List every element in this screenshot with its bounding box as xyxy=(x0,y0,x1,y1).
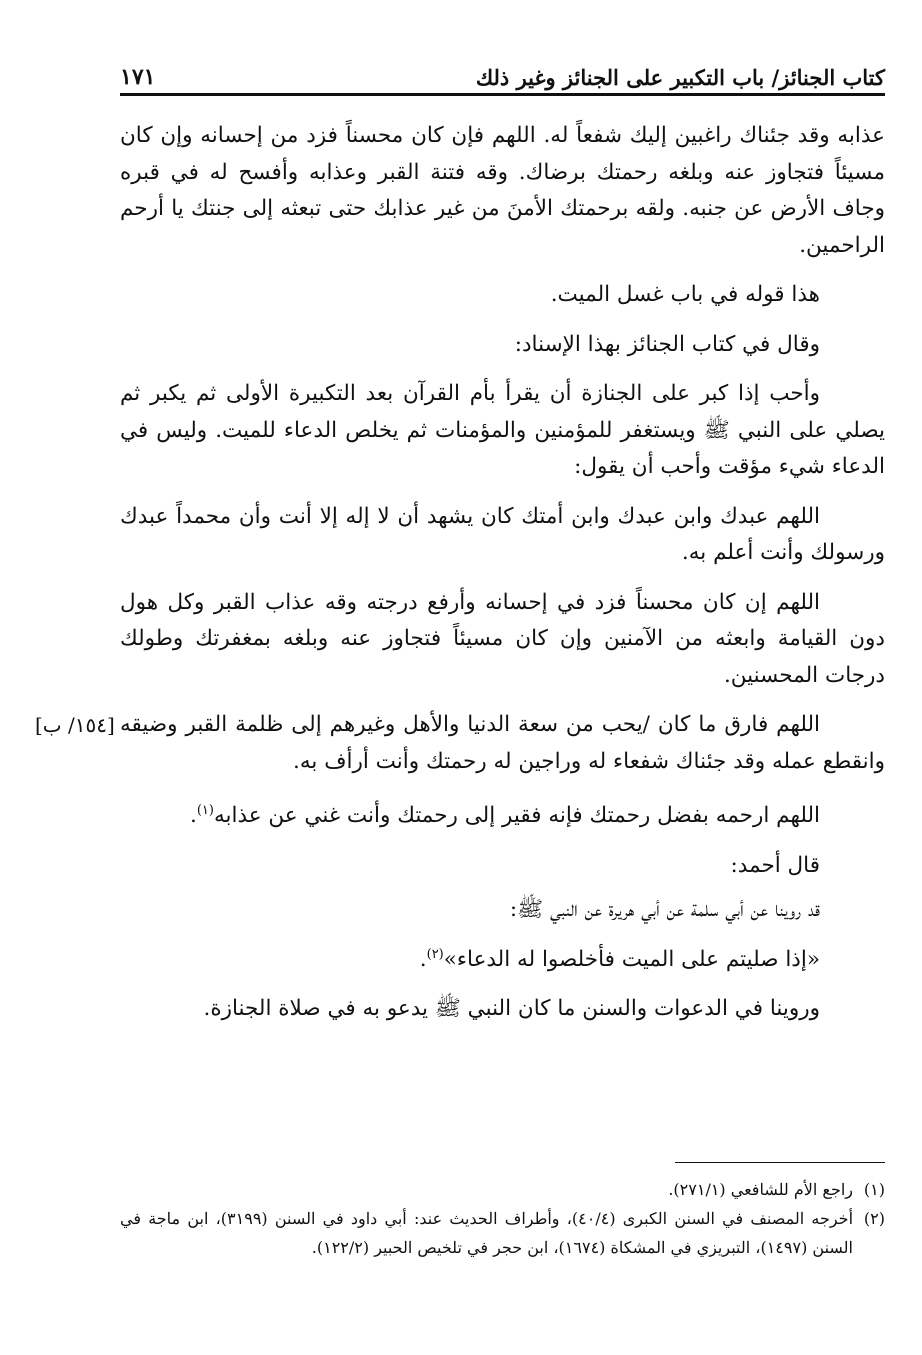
footnote-number: (٢) xyxy=(863,1209,885,1228)
paragraph-1: عذابه وقد جئناك راغبين إليك شفعاً له. اللهم فإن كان محسناً فزد من إحسانه وإن كان مسيئاً فتجاوز عنه وبلغه رحمتك برضاك. وقه فتنة القبر وعذابه وأفسح له في قبره وجاف الأرض عن جنبه. ولقه برحمتك الأمنَ من غير عذابك حتى تبعثه إلى جنتك يا أرحم الراحمين. xyxy=(120,123,885,258)
folio-margin-note: [١٥٤/ ب] xyxy=(35,713,115,737)
paragraph-8-text: اللهم ارحمه بفضل رحمتك فإنه فقير إلى رحمتك وأنت غني عن عذابه xyxy=(213,803,820,829)
footnote-ref-2[interactable]: (٢) xyxy=(426,946,444,962)
footnotes xyxy=(120,1175,885,1262)
paragraph-5: اللهم عبدك وابن عبدك وابن أمتك كان يشهد أن لا إله إلا أنت وأن محمداً عبدك ورسولك وأنت أعلم به. xyxy=(120,503,885,565)
paragraph-9: قال أحمد: xyxy=(730,852,820,878)
footnote-2 xyxy=(120,1204,885,1262)
paragraph-10: قد روينا عن أبي سلمة عن أبي هريرة عن النبي ﷺ: xyxy=(509,897,820,923)
paragraph-8 xyxy=(120,793,885,835)
paragraph-3: وقال في كتاب الجنائز بهذا الإسناد: xyxy=(514,331,820,357)
paragraph-8-end: . xyxy=(189,803,197,829)
paragraph-6: اللهم إن كان محسناً فزد في إحسانه وأرفع درجته وقه عذاب القبر وكل هول دون القيامة وابعثه من الآمنين وإن كان مسيئاً فتجاوز عنه وبلغه بمغفرتك وطولك درجات المحسنين. xyxy=(120,589,885,688)
footnote-ref-1[interactable]: (١) xyxy=(196,803,214,818)
footnote-number: (١) xyxy=(863,1180,885,1199)
paragraph-11 xyxy=(120,937,885,979)
page-number: ١٧١ xyxy=(120,64,156,90)
running-header xyxy=(120,46,885,90)
footnote-1 xyxy=(120,1175,885,1204)
paragraph-7: اللهم فارق ما كان /يحب من سعة الدنيا والأهل وغيرهم إلى ظلمة القبر وضيقه وانقطع عمله وقد جئناك شفعاء له وراجين له رحمتك وأنت أرأف به. xyxy=(120,712,885,774)
header-title: كتاب الجنائز/ باب التكبير على الجنائز وغير ذلك xyxy=(475,65,885,90)
footnote-text: راجع الأم للشافعي (٢٧١/١). xyxy=(668,1180,853,1199)
paragraph-11-end: . xyxy=(419,946,427,972)
main-text xyxy=(35,118,885,1041)
footnote-rule xyxy=(675,1162,885,1163)
footnote-text: أخرجه المصنف في السنن الكبرى (٤٠/٤)، وأطراف الحديث عند: أبي داود في السنن (٣١٩٩)، ابن ماجة في السنن (١٤٩٧)، التبريزي في المشكاة (١٦٧٤)، ابن حجر في تلخيص الحبير (١٢٢/٢). xyxy=(120,1209,854,1257)
hadith-quote: «إذا صليتم على الميت فأخلصوا له الدعاء» xyxy=(443,946,820,972)
paragraph-12: وروينا في الدعوات والسنن ما كان النبي ﷺ يدعو به في صلاة الجنازة. xyxy=(203,996,820,1022)
paragraph-7-block xyxy=(35,707,885,780)
paragraph-4: وأحب إذا كبر على الجنازة أن يقرأ بأم القرآن بعد التكبيرة الأولى ثم يكبر ثم يصلي على النبي ﷺ ويستغفر للمؤمنين والمؤمنات ثم يخلص الدعاء للميت. وليس في الدعاء شيء مؤقت وأحب أن يقول: xyxy=(120,381,885,479)
paragraph-2: هذا قوله في باب غسل الميت. xyxy=(550,282,820,307)
header-rule xyxy=(120,93,885,96)
